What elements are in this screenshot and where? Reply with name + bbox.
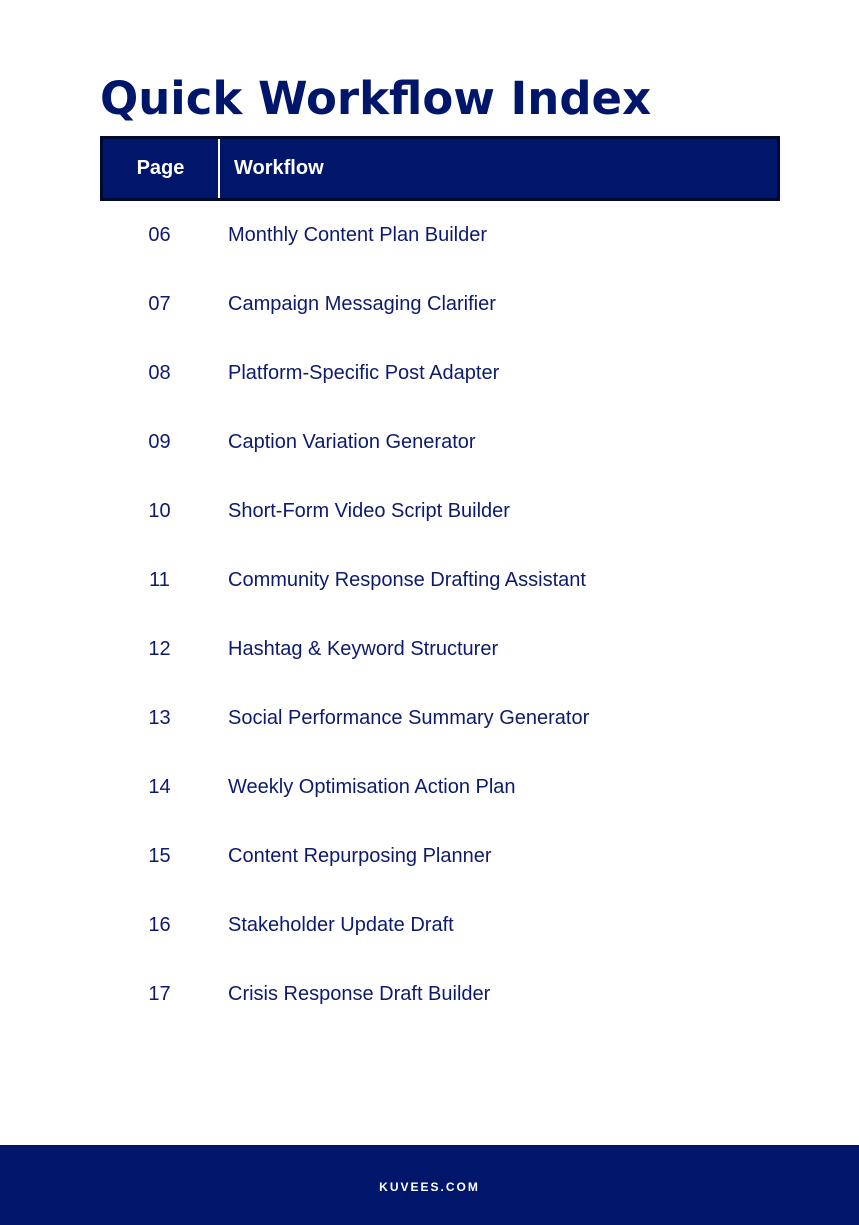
workflow-name: Social Performance Summary Generator xyxy=(228,707,590,729)
workflow-name: Weekly Optimisation Action Plan xyxy=(228,776,516,798)
table-row xyxy=(100,960,780,1029)
workflow-name: Short-Form Video Script Builder xyxy=(228,500,510,522)
table-header xyxy=(100,136,780,201)
table-row xyxy=(100,615,780,684)
workflow-name: Community Response Drafting Assistant xyxy=(228,569,586,591)
page-number: 13 xyxy=(148,707,171,729)
table-row xyxy=(100,201,780,270)
workflow-name: Crisis Response Draft Builder xyxy=(228,983,491,1005)
table-row xyxy=(100,546,780,615)
table-row xyxy=(100,408,780,477)
footer-website: KUVEES.COM xyxy=(379,1180,480,1194)
table-row xyxy=(100,339,780,408)
workflow-name: Stakeholder Update Draft xyxy=(228,914,454,936)
page-number: 14 xyxy=(148,776,171,798)
table-row xyxy=(100,684,780,753)
workflow-name: Hashtag & Keyword Structurer xyxy=(228,638,499,660)
column-header-workflow: Workflow xyxy=(234,157,324,179)
page-number: 16 xyxy=(148,914,171,936)
page-number: 12 xyxy=(148,638,171,660)
page-number: 08 xyxy=(148,362,171,384)
table-row xyxy=(100,753,780,822)
page-number: 17 xyxy=(148,983,171,1005)
page-number: 10 xyxy=(148,500,171,522)
table-row xyxy=(100,822,780,891)
page-number: 07 xyxy=(148,293,171,315)
workflow-name: Caption Variation Generator xyxy=(228,431,476,453)
workflow-name: Monthly Content Plan Builder xyxy=(228,224,488,246)
table-row xyxy=(100,891,780,960)
footer-bar xyxy=(0,1145,859,1225)
page-number: 11 xyxy=(149,569,170,591)
workflow-index-table xyxy=(100,201,780,1029)
workflow-name: Platform-Specific Post Adapter xyxy=(228,362,500,384)
page-title: Quick Workflow Index xyxy=(100,72,652,125)
column-header-page: Page xyxy=(103,139,220,198)
page-number: 06 xyxy=(148,224,171,246)
page-number: 09 xyxy=(148,431,171,453)
workflow-name: Content Repurposing Planner xyxy=(228,845,492,867)
page-number: 15 xyxy=(148,845,171,867)
workflow-name: Campaign Messaging Clarifier xyxy=(228,293,496,315)
table-row xyxy=(100,270,780,339)
table-row xyxy=(100,477,780,546)
